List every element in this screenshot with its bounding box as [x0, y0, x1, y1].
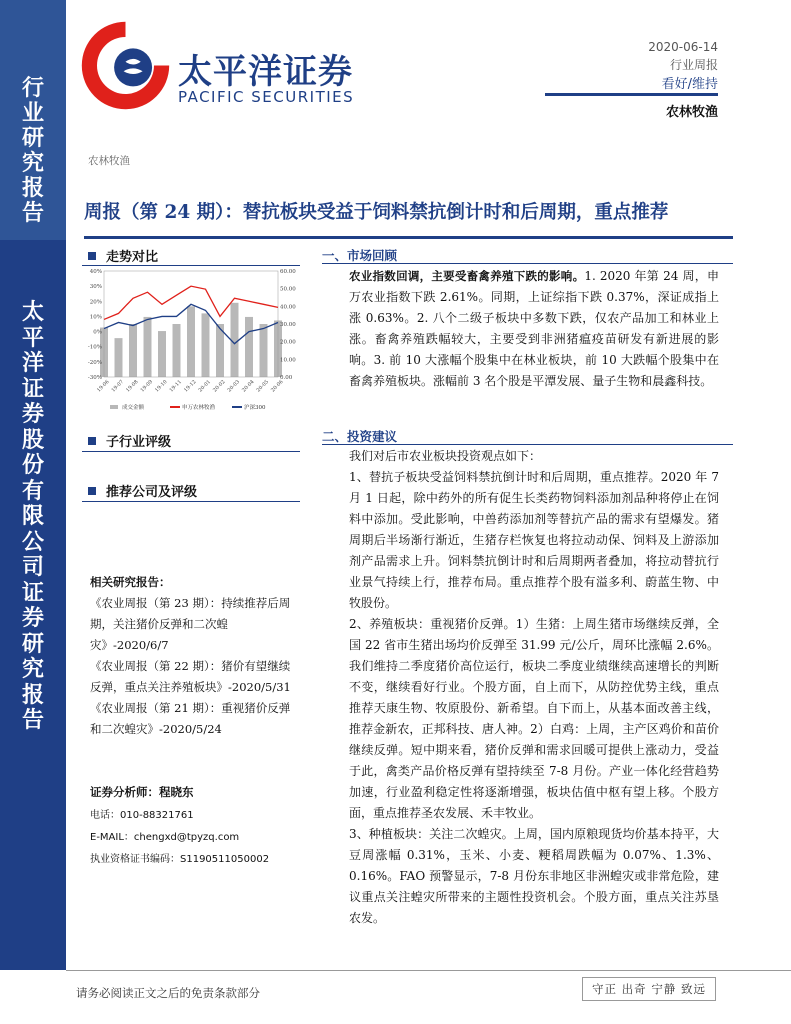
report-type: 行业周报: [669, 58, 718, 72]
sidebar-char: 洋: [21, 351, 44, 376]
report-date: 2020-06-14: [648, 40, 718, 54]
sidebar-char: 告: [21, 201, 44, 226]
chart-right-tick: 20.00: [280, 339, 296, 346]
chart-right-tick: 0.00: [280, 375, 293, 381]
square-bullet-icon: [88, 437, 96, 445]
disclaimer-note: 请务必阅读正文之后的免责条款部分: [76, 986, 260, 1000]
square-bullet-icon: [88, 487, 96, 495]
sidebar-company-label: [0, 300, 66, 734]
chart-x-tick: 20-05: [255, 379, 271, 394]
sidebar-char: 司: [21, 555, 44, 580]
sidebar-char: 公: [21, 529, 44, 555]
chart-x-tick: 19-10: [154, 379, 169, 394]
chart-legend-label: 申万农林牧渔: [182, 405, 216, 411]
trend-heading: 走势对比: [88, 246, 158, 265]
company-motto: 守正 出奇 宁静 致远: [582, 977, 716, 1001]
chart-right-tick: 10.00: [280, 357, 296, 364]
sidebar-char: 报: [21, 176, 44, 201]
sidebar-char: 证: [21, 376, 44, 402]
chart-left-tick: -10%: [87, 344, 102, 351]
chart-legend-swatch: [110, 405, 118, 409]
sidebar-char: 份: [21, 453, 44, 478]
related-reports: [90, 572, 300, 740]
sidebar-report-label: [0, 76, 66, 226]
advice-item-1: 1、替抗子板块受益饲料禁抗倒计时和后周期，重点推荐。2020 年 7 月 1 日起，除中药外的所有促生长类药物饲料添加剂品种将停止在饲料中添加。受此影响，中兽药添加剂等替抗产品的需求有望爆发。猪周期后半场渐行渐近，生猪存栏恢复也将拉动动保、饲料及上游添加剂产品需求上升。饲料禁抗倒计时和后周期两者叠加，将拉动替抗行业景气持续上行，推荐布局。重点推荐个股有溢多利、蔚蓝生物、中牧股份。: [349, 470, 719, 610]
sector-label: 农林牧渔: [665, 105, 718, 120]
analyst-info: [90, 781, 305, 871]
sidebar-char: 限: [21, 504, 44, 529]
sidebar-char: 究: [21, 151, 44, 176]
chart-volume-bar: [144, 317, 152, 377]
section-rule: [322, 263, 733, 264]
advice-item-3: 3、种植板块：关注二次蝗灾。上周，国内原粮现货均价基本持平，大豆周涨幅 0.31%，玉米、小麦、粳稻周跌幅为 0.07%、1.3%、0.16%。FAO 预警显示，7-8 月份东非地区非洲蝗灾或非常危险，建议重点关注蝗灾所带来的主题性投资机会。个股方面，重点关注苏垦农发。: [349, 827, 719, 925]
chart-x-tick: 19-06: [96, 379, 111, 394]
chart-volume-bar: [202, 313, 210, 377]
chart-left-tick: 40%: [89, 269, 102, 275]
chart-x-tick: 20-04: [241, 379, 256, 394]
chart-volume-bar: [173, 324, 181, 377]
analyst-heading: 证券分析师：程晓东: [90, 785, 194, 799]
brand-name-cn: 太平洋证券: [178, 52, 353, 92]
sidebar-char: 研: [21, 126, 44, 151]
advice-intro: 我们对后市农业板块投资观点如下：: [349, 449, 542, 463]
header-divider: [545, 93, 718, 96]
square-bullet-icon: [88, 252, 96, 260]
related-heading: 相关研究报告：: [90, 575, 171, 589]
chart-x-tick: 19-07: [110, 379, 126, 394]
chart-x-tick: 20-02: [212, 379, 227, 394]
chart-x-tick: 19-09: [139, 379, 155, 394]
sidebar-char: 太: [21, 300, 44, 325]
chart-left-tick: -20%: [87, 359, 102, 366]
section-rule: [322, 444, 733, 445]
section-investment-advice: 二、投资建议: [322, 429, 398, 444]
chart-left-tick: -30%: [87, 375, 102, 381]
chart-x-tick: 20-06: [270, 379, 285, 394]
sidebar-char: 业: [21, 101, 44, 126]
related-item: 《农业周报（第 23 期）：持续推荐后周期，关注猪价反弹和二次蝗灾》-2020/6/7: [90, 596, 291, 652]
chart-left-tick: 20%: [89, 299, 102, 306]
pacific-logo-icon: [78, 18, 173, 113]
market-review-body: 1. 2020 年第 24 周，申万农业指数下跌 2.61%。同期，上证综指下跌 0.37%，深证成指上涨 0.63%。2. 八个二级子板块中多数下跌，仅农产品加工和林业上涨。畜禽养殖跌幅较大，主要受到非洲猪瘟疫苗研发有新进展的影响。3. 前 10 大涨幅个股集中在林业板块，前 10 大跌幅个股集中在畜禽养殖板块。涨幅前 3 名个股是平潭发展、量子生物和晨鑫科技。: [349, 269, 719, 388]
trend-chart: [82, 265, 300, 415]
sidebar-char: 股: [21, 427, 44, 453]
chart-left-tick: 0%: [93, 329, 102, 336]
sidebar-char: 究: [21, 657, 44, 682]
chart-legend-label: 成交金额: [122, 405, 145, 411]
chart-x-tick: 19-08: [125, 379, 140, 394]
market-review-text: [349, 266, 719, 392]
chart-volume-bar: [158, 331, 166, 377]
chart-right-tick: 50.00: [280, 286, 296, 293]
sidebar-char: 券: [21, 402, 44, 427]
sidebar-char: 平: [21, 325, 44, 351]
sidebar-char: 告: [21, 708, 44, 733]
sidebar-char: 报: [21, 682, 44, 708]
chart-x-tick: 20-01: [197, 379, 213, 394]
chart-volume-bar: [260, 324, 268, 377]
sidebar-char: 券: [21, 606, 44, 631]
analyst-email: E-MAIL：chengxd@tpyzq.com: [90, 832, 240, 843]
sidebar-char: 证: [21, 580, 44, 606]
company-rule: [82, 501, 300, 502]
advice-item-2: 2、养殖板块：重视猪价反弹。1）生猪：上周生猪市场继续反弹，全国 22 省市生猪出场均价反弹至 31.99 元/公斤，周环比涨幅 2.6%。我们维持二季度猪价高位运行，板块二季度业绩继续高速增长的判断不变，继续看好行业。个股方面，自上而下，从防控优势主线，重点推荐天康生物、牧原股份、新希望。自下而上，从基本面改善主线，推荐金新农，正邦科技、唐人神。2）白鸡：上周，主产区鸡价和苗价继续反弹。短中期来看，猪价反弹和需求回暖可提供上涨动力，受益于此，禽类产品价格反弹有望持续至 7-8 月份。产业一体化经营趋势加速，行业盈利稳定性将逐渐增强，板块估值中枢有望上移。个股方面，重点推荐圣农发展、禾丰牧业。: [349, 617, 719, 820]
company-heading: 推荐公司及评级: [88, 481, 197, 500]
chart-volume-bar: [187, 306, 195, 377]
chart-right-tick: 40.00: [280, 304, 296, 311]
chart-x-tick: 20-03: [226, 379, 242, 394]
sub-rating-heading: 子行业评级: [88, 431, 171, 450]
section-market-review: 一、市场回顾: [322, 248, 398, 263]
chart-left-tick: 30%: [89, 284, 102, 291]
related-item: 《农业周报（第 22 期）：猪价有望继续反弹，重点关注养殖板块》-2020/5/31: [90, 659, 291, 694]
investment-advice-text: [349, 446, 719, 929]
analyst-phone: 电话：010-88321761: [90, 810, 194, 821]
chart-left-tick: 10%: [89, 314, 102, 321]
chart-right-tick: 60.00: [280, 269, 296, 275]
industry-rating: 看好/维持: [661, 77, 718, 92]
sidebar-char: 行: [21, 76, 44, 101]
report-title: 周报（第 24 期）：替抗板块受益于饲料禁抗倒计时和后周期，重点推荐: [84, 202, 669, 223]
chart-x-tick: 19-12: [183, 379, 198, 394]
related-item: 《农业周报（第 21 期）：重视猪价反弹和二次蝗灾》-2020/5/24: [90, 701, 291, 736]
sidebar-char: 有: [21, 478, 44, 504]
market-review-lead: 农业指数回调，主要受畜禽养殖下跌的影响。: [349, 269, 585, 283]
chart-legend-label: 沪深300: [244, 405, 266, 411]
brand-name-en: PACIFIC SECURITIES: [178, 88, 355, 106]
footer-divider: [66, 970, 791, 971]
chart-volume-bar: [115, 338, 123, 377]
chart-volume-bar: [129, 324, 137, 377]
sidebar-char: 研: [21, 631, 44, 657]
chart-x-tick: 19-11: [168, 379, 184, 394]
chart-volume-bar: [245, 317, 253, 377]
sub-rating-rule: [82, 451, 300, 452]
analyst-license: 执业资格证书编码：S1190511050002: [90, 854, 270, 865]
title-divider: [84, 236, 733, 239]
chart-right-tick: 30.00: [280, 322, 296, 328]
small-sector-label: 农林牧渔: [88, 155, 130, 167]
